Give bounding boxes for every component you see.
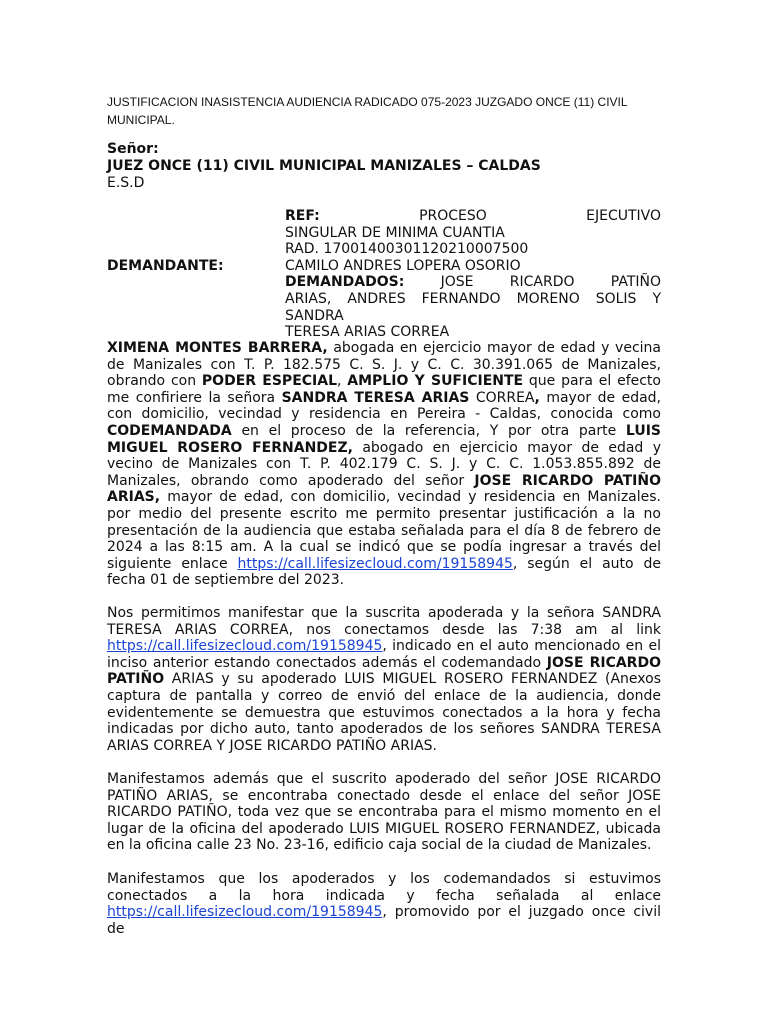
- text-span: CORREA: [469, 389, 535, 406]
- text-span: LUIS MIGUEL ROSERO FERNANDEZ,: [107, 422, 661, 456]
- demandante-value: CAMILO ANDRES LOPERA OSORIO: [285, 257, 521, 274]
- esd: E.S.D: [107, 175, 145, 191]
- addressee-block: [107, 141, 541, 192]
- ref-line: [285, 208, 661, 225]
- text-span: ,: [337, 373, 348, 390]
- paragraph-3: Manifestamos además que el suscrito apoderado del señor JOSE RICARDO PATIÑO ARIAS, se encontraba conectado desde el enlace del señor JOSE RICARDO PATIÑO, toda vez que se encontraba para el mismo momento en el lugar de la oficina del apoderado LUIS MIGUEL ROSERO FERNANDEZ, ubicada en la oficina calle 23 No. 23-16, edificio caja social de la ciudad de Manizales.: [107, 771, 661, 854]
- hearing-link[interactable]: https://call.lifesizecloud.com/19158945: [107, 904, 383, 921]
- text-span: que para el efecto me confiriere la señora: [107, 373, 661, 406]
- text-span: abogado en ejercicio mayor de edad y vecino de Manizales con T. P. 402.179 C. S. J. y C. C. 1.053.855.892 de Manizales, obrando como apoderado del señor: [107, 439, 661, 489]
- text-span: JOSE RICARDO PATIÑO: [107, 654, 661, 688]
- text-span: , indicado en el auto mencionado en el inciso anterior estando conectados además el codemandado: [107, 638, 661, 671]
- paragraph-4: [107, 871, 661, 937]
- paragraph-1: [107, 340, 661, 589]
- text-span: mayor de edad, con domicilio, vecindad y residencia en Pereira - Caldas, conocida como: [107, 389, 661, 423]
- paragraph-2: [107, 605, 661, 754]
- document-heading: JUSTIFICACION INASISTENCIA AUDIENCIA RADICADO 075-2023 JUZGADO ONCE (11) CIVIL MUNICIPAL.: [107, 95, 628, 127]
- text-span: ARIAS y su apoderado LUIS MIGUEL ROSERO FERNANDEZ (Anexos captura de pantalla y correo de envió del enlace de la audiencia, donde evidentemente se demuestra que estuvimos conectados a la hora y fecha indicadas por dicho auto, tanto apoderados de los señores SANDRA TERESA ARIAS CORREA Y JOSE RICARDO PATIÑO ARIAS.: [107, 671, 661, 754]
- text-span: , según el auto de fecha 01 de septiembre del 2023.: [107, 555, 661, 589]
- demandante-label: DEMANDANTE:: [107, 257, 224, 274]
- demandados-1: JOSE RICARDO PATIÑO: [440, 274, 661, 291]
- demandados-line: [285, 274, 661, 291]
- hearing-link[interactable]: https://call.lifesizecloud.com/19158945: [107, 638, 383, 655]
- text-span: en el proceso de la referencia, Y por otra parte: [231, 422, 626, 439]
- text-span: SANDRA TERESA ARIAS: [281, 389, 470, 406]
- text-span: ,: [534, 389, 540, 406]
- reference-block: [107, 208, 661, 341]
- text-span: XIMENA MONTES BARRERA,: [107, 340, 328, 356]
- text-span: CODEMANDADA: [107, 422, 232, 439]
- text-span: PODER ESPECIAL: [201, 373, 337, 390]
- text-span: JOSE RICARDO PATIÑO ARIAS,: [107, 472, 662, 506]
- ref-text-2: SINGULAR DE MINIMA CUANTIA: [285, 224, 505, 241]
- ref-text-1: PROCESO EJECUTIVO: [419, 208, 661, 224]
- text-span: mayor de edad, con domicilio, vecindad y residencia en Manizales. por medio del presente escrito me permito presentar justificación a la no presentación de la audiencia que estaba señalada para el día 8 de febrero de 2024 a las 8:15 am. A la cual se indicó que se podía ingresar a través del siguiente enlace: [107, 489, 661, 572]
- text-span: abogada en ejercicio mayor de edad y vecina de Manizales con T. P. 182.575 C. S. J. y C. C. 30.391.065 de Manizales, obrando con: [107, 340, 661, 390]
- demandados-label: DEMANDADOS:: [285, 274, 405, 291]
- demandados-3: TERESA ARIAS CORREA: [285, 324, 450, 341]
- ref-label: REF:: [285, 208, 320, 224]
- text-span: Manifestamos que los apoderados y los codemandados si estuvimos conectados a la hora indicada y fecha señalada al enlace: [107, 871, 661, 904]
- greeting: Señor:: [107, 141, 159, 157]
- text-span: Nos permitimos manifestar que la suscrita apoderada y la señora SANDRA TERESA ARIAS CORREA, nos conectamos desde las 7:38 am al link: [107, 605, 661, 638]
- text-span: AMPLIO Y SUFICIENTE: [347, 373, 524, 390]
- radicado: RAD. 17001400301120210007500: [285, 241, 529, 258]
- hearing-link[interactable]: https://call.lifesizecloud.com/19158945: [237, 555, 513, 572]
- recipient: JUEZ ONCE (11) CIVIL MUNICIPAL MANIZALES – CALDAS: [107, 158, 541, 174]
- text-span: , promovido por el juzgado once civil de: [107, 904, 661, 937]
- demandados-2: ARIAS, ANDRES FERNANDO MORENO SOLIS Y SANDRA: [285, 290, 661, 324]
